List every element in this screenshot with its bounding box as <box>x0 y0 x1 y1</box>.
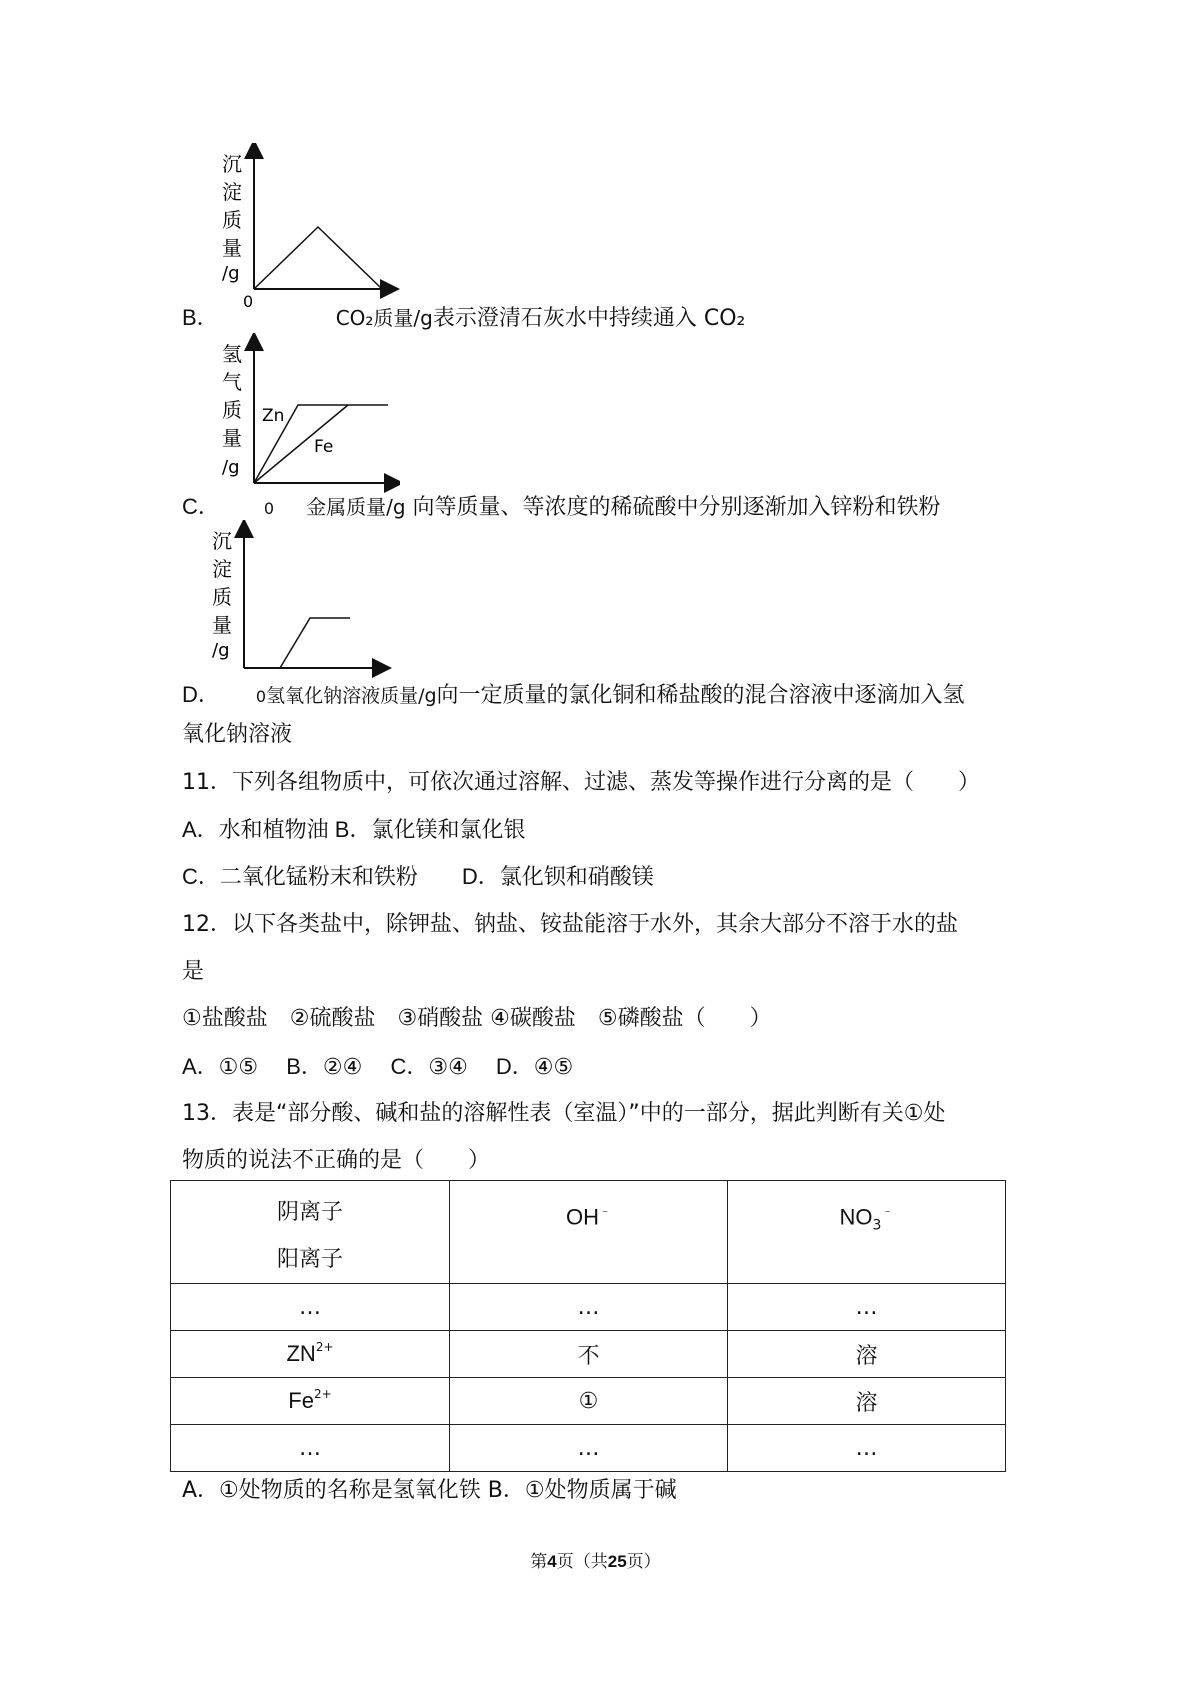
y-axis-label-char: /g <box>212 640 230 661</box>
option-label: B． <box>182 305 219 330</box>
q12-items: ①盐酸盐 ②硫酸盐 ③硝酸盐 ④碳酸盐 ⑤磷酸盐（ ） <box>182 1006 772 1031</box>
y-axis-label-char: 量 <box>212 613 232 637</box>
row-header-zn: $ZN^{2+}$ <box>171 1331 450 1378</box>
option-d <box>182 680 965 712</box>
y-axis-label-char: 沉 <box>212 529 232 553</box>
y-axis-label-char: 淀 <box>212 557 232 581</box>
q11-options-ab: A．水和植物油 B．氯化镁和氯化银 <box>182 817 526 842</box>
table-cell: 不 <box>450 1331 728 1378</box>
y-axis-label-char: 量 <box>222 236 242 260</box>
header-corner <box>171 1181 450 1284</box>
origin-label: 0 <box>255 687 267 706</box>
y-axis-label-char: /g <box>222 457 240 478</box>
y-axis-label-char: /g <box>222 263 240 284</box>
zn-line-label: Zn <box>262 406 285 426</box>
solubility-table <box>170 1180 1006 1472</box>
y-axis-label-char: 沉 <box>222 152 242 176</box>
origin-label: 0 <box>243 292 254 311</box>
option-label: C． <box>182 494 220 519</box>
table-row <box>171 1284 1006 1331</box>
option-text: 表示澄清石灰水中持续通入 CO₂ <box>432 306 746 331</box>
option-text: 向等质量、等浓度的稀硫酸中分别逐渐加入锌粉和铁粉 <box>412 495 941 520</box>
x-axis-label: 氢氧化钠溶液质量/g <box>266 685 437 707</box>
option-b <box>182 303 745 334</box>
y-axis-label-char: 质 <box>222 208 242 232</box>
graph-d <box>210 520 400 680</box>
y-axis-label-char: 质 <box>212 585 232 609</box>
q11-stem: 11．下列各组物质中，可依次通过溶解、过滤、蒸发等操作进行分离的是（ ） <box>182 770 980 795</box>
y-axis-label-char: 氢 <box>222 342 242 366</box>
table-cell: … <box>171 1284 450 1331</box>
option-label: D． <box>182 682 220 707</box>
x-axis-label: CO₂质量/g <box>335 306 433 330</box>
origin-label: 0 <box>263 499 275 518</box>
table-cell: 溶 <box>728 1378 1006 1425</box>
table-cell: … <box>728 1284 1006 1331</box>
y-axis-label-char: 量 <box>222 426 242 450</box>
table-cell: … <box>450 1284 728 1331</box>
graph-b <box>210 143 400 323</box>
anion-header: 阴离子 <box>276 1200 343 1225</box>
col-header-no3: $NO_3^﹣$ <box>728 1181 1006 1284</box>
cation-header: 阳离子 <box>276 1247 343 1272</box>
table-cell: … <box>728 1425 1006 1472</box>
page-footer: 第4页（共25页） <box>530 1552 661 1572</box>
q12-options: A．①⑤ B．②④ C．③④ D．④⑤ <box>182 1054 574 1079</box>
table-row <box>171 1331 1006 1378</box>
table-cell: 溶 <box>728 1331 1006 1378</box>
y-axis-label-char: 气 <box>222 370 242 394</box>
x-axis-label: 金属质量/g <box>306 495 406 519</box>
table-cell: … <box>450 1425 728 1472</box>
fe-line-label: Fe <box>314 437 334 457</box>
option-d-continued: 氧化钠溶液 <box>182 722 293 747</box>
q12-stem: 12．以下各类盐中，除钾盐、钠盐、铵盐能溶于水外，其余大部分不溶于水的盐 <box>182 912 958 937</box>
q13-stem: 13．表是“部分酸、碱和盐的溶解性表（室温）”中的一部分，据此判断有关①处 <box>182 1101 946 1126</box>
graph-c <box>210 333 400 493</box>
option-text: 向一定质量的氯化铜和稀盐酸的混合溶液中逐滴加入氢 <box>436 683 965 708</box>
y-axis-label-char: 淀 <box>222 180 242 204</box>
row-header-fe: $Fe^{2+}$ <box>171 1378 450 1425</box>
q13-stem-cont: 物质的说法不正确的是（ ） <box>182 1148 491 1173</box>
table-cell: ① <box>450 1378 728 1425</box>
q11-options-cd: C．二氧化锰粉末和铁粉 D．氯化钡和硝酸镁 <box>182 864 654 889</box>
table-row <box>171 1378 1006 1425</box>
table-row <box>171 1181 1006 1284</box>
y-axis-label-char: 质 <box>222 398 242 422</box>
table-cell: … <box>171 1425 450 1472</box>
col-header-oh: OH﹣ <box>450 1181 728 1284</box>
q13-options: A．①处物质的名称是氢氧化铁 B．①处物质属于碱 <box>182 1478 677 1503</box>
table-row <box>171 1425 1006 1472</box>
q12-stem-cont: 是 <box>182 959 205 984</box>
